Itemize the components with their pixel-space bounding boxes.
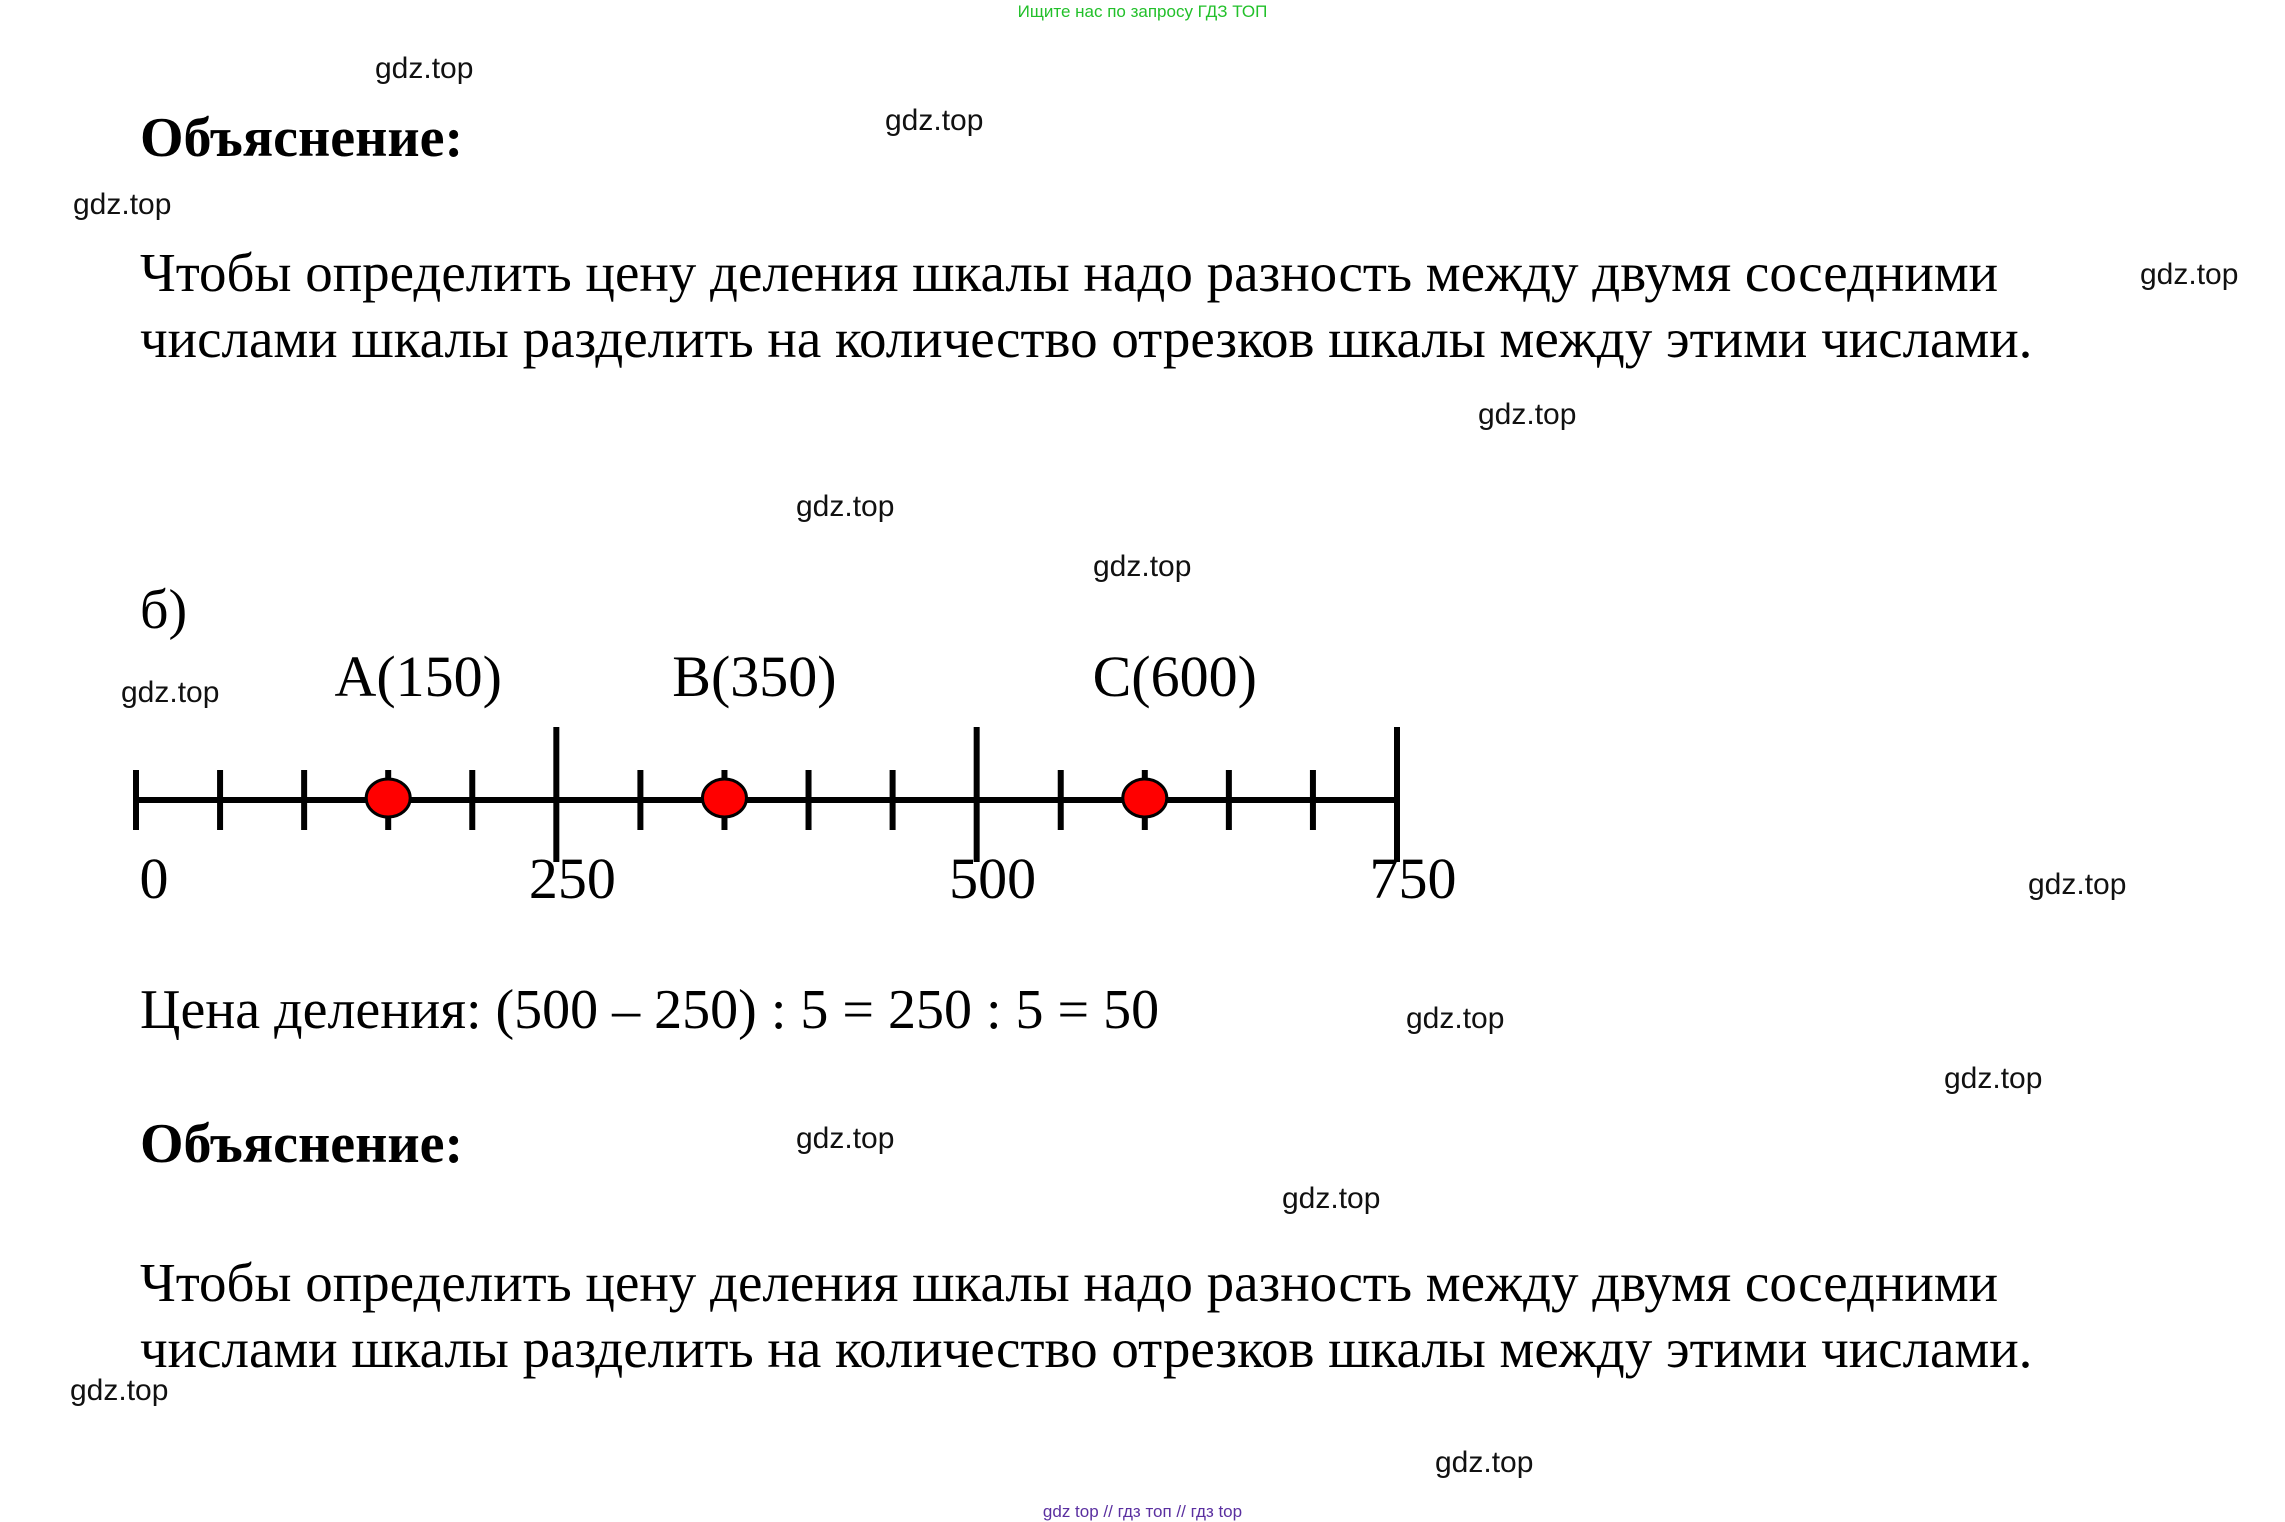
section1-heading: Объяснение: xyxy=(140,107,464,169)
watermark: gdz.top xyxy=(2028,868,2127,901)
watermark: gdz.top xyxy=(1093,550,1192,583)
point-a xyxy=(366,779,410,817)
tick-label: 250 xyxy=(528,846,616,911)
point-c xyxy=(1123,779,1167,817)
top-banner[interactable]: Ищите нас по запросу ГДЗ ТОП xyxy=(1017,2,1268,21)
watermark: gdz.top xyxy=(1435,1446,1534,1479)
watermark: gdz.top xyxy=(796,490,895,523)
tick-label: 500 xyxy=(949,846,1037,911)
watermark: gdz.top xyxy=(73,188,172,221)
watermark: gdz.top xyxy=(1282,1182,1381,1215)
watermark: gdz.top xyxy=(2140,258,2239,291)
watermark: gdz.top xyxy=(796,1122,895,1155)
point-label-c: C(600) xyxy=(1092,644,1257,709)
watermark: gdz.top xyxy=(1406,1002,1505,1035)
section2-paragraph-line2: числами шкалы разделить на количество отрезков шкалы между этими числами. xyxy=(140,1318,2033,1379)
part-label: б) xyxy=(140,579,188,641)
watermark: gdz.top xyxy=(70,1374,169,1407)
tick-label: 0 xyxy=(139,846,169,911)
section2-paragraph-line1: Чтобы определить цену деления шкалы надо разность между двумя соседними xyxy=(140,1252,1999,1313)
point-b xyxy=(702,779,746,817)
section1-paragraph-line1: Чтобы определить цену деления шкалы надо разность между двумя соседними xyxy=(140,242,1999,303)
point-label-b: B(350) xyxy=(672,644,837,709)
section1-paragraph-line2: числами шкалы разделить на количество отрезков шкалы между этими числами. xyxy=(140,308,2033,369)
watermark: gdz.top xyxy=(885,104,984,137)
watermark: gdz.top xyxy=(121,676,220,709)
bottom-links[interactable]: gdz top // гдз топ // гдз top xyxy=(1042,1502,1243,1521)
tick-label: 750 xyxy=(1369,846,1457,911)
division-price-formula: Цена деления: (500 – 250) : 5 = 250 : 5 = 50 xyxy=(140,979,1160,1041)
watermark: gdz.top xyxy=(1944,1062,2043,1095)
watermark: gdz.top xyxy=(375,52,474,85)
watermark: gdz.top xyxy=(1478,398,1577,431)
section2-heading: Объяснение: xyxy=(140,1113,464,1175)
point-label-a: A(150) xyxy=(334,644,502,709)
